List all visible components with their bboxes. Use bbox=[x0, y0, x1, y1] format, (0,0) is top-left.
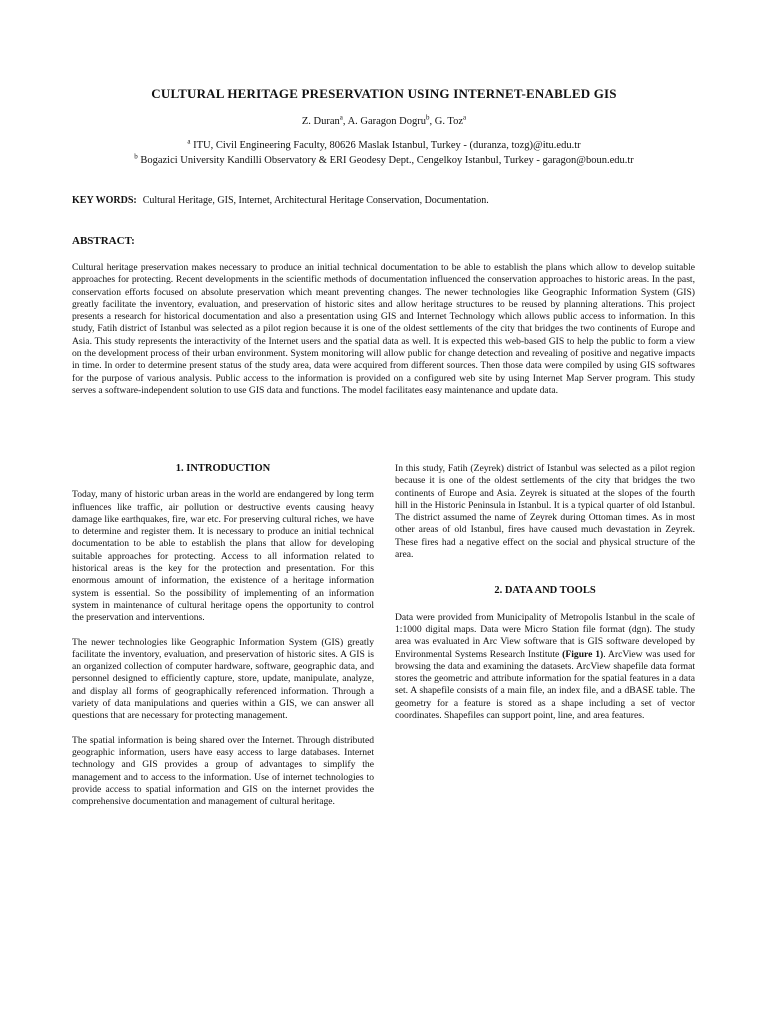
author-name: , G. Toz bbox=[429, 116, 463, 127]
paragraph-text: . ArcView was used for browsing the data and examining the datasets. ArcView shapefile data format stores the geometric and attribute information for the spatial features in a data set. A shapefile consists of a main file, an index file, and a dBASE table. The geometry for a feature is stored as a shape including a set of vector coordinates. Shapefiles can support point, line, and area features. bbox=[395, 648, 695, 722]
section-heading-data-and-tools: 2. DATA AND TOOLS bbox=[494, 585, 596, 597]
affiliation-mark: a bbox=[187, 137, 191, 146]
affiliation-mark: b bbox=[134, 152, 138, 161]
affiliation-a bbox=[0, 137, 768, 151]
paragraph: The newer technologies like Geographic Information System (GIS) greatly facilitate the inventory, evaluation, and preservation of historic sites. A GIS is an organized collection of computer hardware, software, geographic data, and personnel designed to efficiently capture, store, update, manipulate, analyze, and display all forms of geographically referenced information. Through a variety of data manipulations and queries within a GIS, we can answer all questions that are necessary for protecting management. bbox=[72, 636, 374, 722]
abstract-body: Cultural heritage preservation makes necessary to produce an initial technical documentation to be able to establish the plans which allow to develop suitable approaches for protecting. Recent developments in the scientific methods of documentation influenced the conservation approaches to historic areas. In the past, conservation efforts focused on absolute preservation which meant preventing changes. The newer technologies like Geographic Information System (GIS) greatly facilitate the inventory, evaluation, and preservation of historic sites and allow heritage structures to be reused by planning alterations. This project presents a research for historical documentation and also a presentation using GIS and Internet Technology which allows public access to information. In this study, Fatih district of Istanbul was selected as a pilot region because it is one of the oldest settlements of the city that bridges the two continents of Europe and Asia. This study represents the interactivity of the Internet users and the spatial data as well. It is expected this web-based GIS to help the public to form a view on the development process of their urban environment. System monitoring will allow public for change detection and revealing of positive and negative impacts in time. In order to determine present status of the study area, data were acquired from different sources. Then those data were compiled by using GIS softwares for the purpose of various analysis. Public access to the information is provided on a configured web site by using Internet Map Server program. This study serves a software-independent solution to use GIS data and functions. The model facilitates easy maintenance and update data. bbox=[72, 262, 695, 396]
paper-title: CULTURAL HERITAGE PRESERVATION USING INTERNET-ENABLED GIS bbox=[151, 86, 617, 101]
figure-reference[interactable]: (Figure 1) bbox=[562, 648, 604, 660]
author-affiliation-mark: a bbox=[339, 113, 343, 122]
paragraph: The spatial information is being shared over the Internet. Through distributed geographic information, users have easy access to large databases. Internet technology and GIS provides a group of advantages to simplify the management and to access to the information. Use of internet technologies to provide access to spatial information and GIS on the internet provides the comprehensive documentation and management of cultural heritage. bbox=[72, 734, 374, 808]
keywords-line bbox=[72, 195, 702, 206]
abstract-heading: ABSTRACT: bbox=[72, 235, 135, 247]
paragraph bbox=[395, 612, 695, 723]
right-column bbox=[395, 463, 695, 734]
affiliation-text: ITU, Civil Engineering Faculty, 80626 Maslak Istanbul, Turkey - (duranza, tozg)@itu.edu.tr bbox=[190, 140, 581, 151]
affiliation-b bbox=[0, 152, 768, 166]
section-heading-introduction: 1. INTRODUCTION bbox=[175, 463, 271, 474]
paragraph: In this study, Fatih (Zeyrek) district of Istanbul was selected as a pilot region because it is one of the oldest settlements of the city that bridges the two continents of Europe and Asia. Zeyrek is situated at the slopes of the fourth hill in the Historic Peninsula in Istanbul. It is a typical quarter of old Istanbul. The district assumed the name of Zeyrek during Ottoman times. As in most other areas of old Istanbul, fires have caused much devastation in Zeyrek. These fires had a negative effect on the social and physical structure of the area. bbox=[395, 463, 695, 561]
paragraph: Today, many of historic urban areas in the world are endangered by long term influences like traffic, air pollution or destructive events causing heavy damage like earthquakes, fire, war etc. For preserving cultural riches, we have to determine and register them. It is necessary to produce an initial technical documentation to be able to establish the plans that allow for developing suitable approaches for protecting. Access to all information related to historical areas is the key for the protection and presentation. For this enormous amount of information, the existence of a heritage information system is essential. So the possibility of implementing of an information system in maintenance of cultural heritage opens the opportunity to control the preservation and interventions. bbox=[72, 489, 374, 624]
author-affiliation-mark: b bbox=[426, 113, 430, 122]
keywords-label: KEY WORDS: bbox=[72, 195, 137, 206]
keywords-text: Cultural Heritage, GIS, Internet, Architectural Heritage Conservation, Documentation. bbox=[142, 195, 489, 206]
author-affiliation-mark: a bbox=[463, 113, 467, 122]
author-name: , A. Garagon Dogru bbox=[342, 116, 427, 127]
author-name: Z. Duran bbox=[301, 116, 340, 127]
author-line bbox=[0, 113, 768, 127]
affiliation-text: Bogazici University Kandilli Observatory & ERI Geodesy Dept., Cengelkoy Istanbul, Turkey - garagon@boun.edu.tr bbox=[137, 155, 634, 166]
paragraph-text: Data were provided from Municipality of Metropolis Istanbul in the scale of 1:1000 digital maps. Data were Micro Station file format (dgn). The study area was evaluated in Arc View software that is GIS software developed by Environmental Systems Research Institute bbox=[395, 611, 695, 660]
left-column bbox=[72, 463, 374, 820]
